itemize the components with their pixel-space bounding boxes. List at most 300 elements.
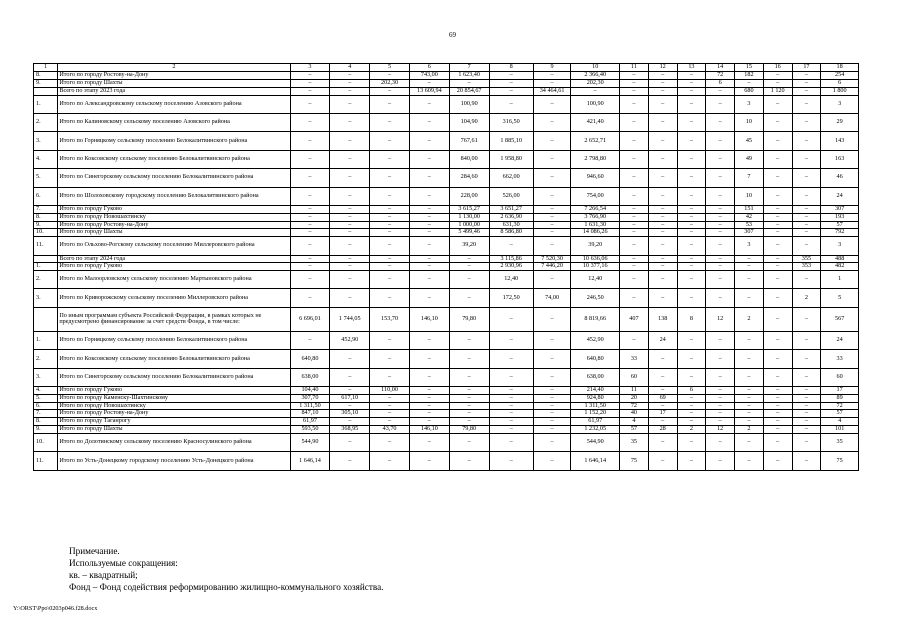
table-cell: – [648,205,677,213]
table-cell: – [792,169,821,187]
table-cell: 7 446,20 [533,263,571,271]
table-cell: – [489,79,533,87]
table-cell: – [533,426,571,434]
table-cell: – [677,452,706,470]
table-cell: – [792,350,821,368]
table-cell: 2 636,90 [489,213,533,221]
table-cell: 482 [821,263,859,271]
table-cell: – [706,87,735,95]
table-row [34,402,859,410]
table-cell: – [409,229,449,237]
table-cell: 3 [821,237,859,255]
table-cell: – [648,271,677,289]
table-cell: – [648,263,677,271]
row-number [34,255,58,263]
table-cell: – [792,426,821,434]
table-cell: 202,30 [571,79,620,87]
table-cell: – [409,255,449,263]
table-cell: – [533,221,571,229]
table-cell: – [706,289,735,307]
table-cell: 101 [821,426,859,434]
table-cell: – [290,213,330,221]
row-label: Итого по городу Шахты [58,79,290,87]
table-cell: 7 520,30 [533,255,571,263]
table-cell: 33 [821,350,859,368]
table-cell: – [533,410,571,418]
table-cell: – [735,410,764,418]
table-cell: – [763,289,792,307]
table-cell: – [620,331,649,349]
table-cell: – [290,150,330,168]
table-cell: 14 086,26 [571,229,620,237]
table-row [34,410,859,418]
table-cell: – [449,263,489,271]
table-cell: – [792,307,821,331]
table-cell: 29 [821,113,859,131]
table-cell: – [370,418,410,426]
table-cell: 488 [821,255,859,263]
table-cell: 24 [821,331,859,349]
table-cell: – [290,95,330,113]
table-cell: – [648,132,677,150]
table-cell: – [792,410,821,418]
row-label: Итого по городу Таганрогу [58,418,290,426]
row-label: Итого по Синегорскому сельскому поселению Белокалитвинского района [58,169,290,187]
table-cell: 2 [792,289,821,307]
column-header: 11 [620,64,649,72]
table-cell: – [409,263,449,271]
table-cell: – [370,263,410,271]
row-label: Итого по городу Каменску-Шахтинскому [58,394,290,402]
table-cell: – [763,271,792,289]
table-cell: 100,90 [571,95,620,113]
table-cell: – [763,368,792,386]
table-cell: – [620,79,649,87]
row-label: Итого по Шолоховскому городскому поселению Белокалитвинского района [58,187,290,205]
table-cell: 593,50 [290,426,330,434]
table-cell: 617,10 [330,394,370,402]
table-cell: – [763,307,792,331]
table-cell: 8 586,80 [489,229,533,237]
table-cell: – [648,387,677,395]
table-cell: – [409,79,449,87]
table-cell: 60 [821,368,859,386]
table-cell: – [533,452,571,470]
table-cell: 153,70 [370,307,410,331]
table-cell: – [763,95,792,113]
table-cell: – [763,255,792,263]
table-cell: – [370,271,410,289]
row-label: Итого по Горняцкому сельскому поселению Белокалитвинского района [58,331,290,349]
table-cell: – [330,229,370,237]
table-cell: – [409,387,449,395]
table-cell: – [792,394,821,402]
table-cell: – [533,95,571,113]
table-cell: – [489,418,533,426]
data-table [33,63,859,471]
table-cell: 1 800 [821,87,859,95]
table-cell: – [677,132,706,150]
table-cell: 2 [735,307,764,331]
table-row [34,394,859,402]
table-cell: – [620,72,649,80]
table-cell: – [533,237,571,255]
table-cell: – [792,221,821,229]
table-cell: – [290,255,330,263]
table-cell: – [409,271,449,289]
table-cell: – [735,387,764,395]
table-cell: 924,80 [571,394,620,402]
table-cell: 316,50 [489,113,533,131]
table-cell: 61,97 [571,418,620,426]
table-cell: – [409,289,449,307]
table-cell: – [290,132,330,150]
table-cell: – [370,402,410,410]
table-cell: – [449,452,489,470]
table-cell: – [409,205,449,213]
row-number: 8. [34,213,58,221]
table-cell: – [763,221,792,229]
table-cell: 143 [821,132,859,150]
table-cell: – [792,418,821,426]
table-cell: – [449,289,489,307]
table-cell: 946,60 [571,169,620,187]
table-cell: – [489,95,533,113]
table-cell: – [449,394,489,402]
table-cell: 79,80 [449,307,489,331]
table-cell: – [489,433,533,451]
table-cell: – [370,237,410,255]
table-cell: – [533,150,571,168]
file-path-footer: Y:\ORST\Ppo\0203p046.f28.docx [13,605,98,612]
table-cell: 3 651,27 [489,205,533,213]
table-cell: – [533,72,571,80]
table-cell: – [706,368,735,386]
table-cell: – [489,72,533,80]
table-cell: – [290,79,330,87]
row-label: Итого по Ольхово-Рогскому сельскому поселению Миллеровского района [58,237,290,255]
table-cell: 10 [735,187,764,205]
table-cell: – [330,433,370,451]
table-cell: – [648,237,677,255]
table-cell: – [409,213,449,221]
table-cell: 75 [620,452,649,470]
table-cell: – [677,213,706,221]
table-cell: 20 854,67 [449,87,489,95]
row-number: 11. [34,452,58,470]
table-cell: – [706,95,735,113]
table-cell: – [677,368,706,386]
table-cell: 24 [821,187,859,205]
table-cell: – [533,368,571,386]
table-cell: – [620,95,649,113]
table-row [34,307,859,331]
row-number: 4. [34,150,58,168]
table-cell: – [735,79,764,87]
table-cell: 368,95 [330,426,370,434]
table-row [34,331,859,349]
table-cell: – [290,237,330,255]
table-cell: – [735,289,764,307]
table-cell: – [677,350,706,368]
table-cell: 12 [706,307,735,331]
row-number: 6. [34,187,58,205]
table-cell: 7 266,54 [571,205,620,213]
table-row [34,187,859,205]
table-cell: – [735,402,764,410]
table-row [34,213,859,221]
table-cell: – [330,95,370,113]
table-cell: 43,70 [370,426,410,434]
table-cell: – [706,255,735,263]
table-cell: – [330,72,370,80]
table-cell: – [290,72,330,80]
table-cell: – [489,452,533,470]
table-cell: – [648,221,677,229]
table-cell: 6 [677,387,706,395]
table-cell: 840,00 [449,150,489,168]
column-header: 14 [706,64,735,72]
row-label: Итого по Коксовскому сельскому поселению Белокалитвинского района [58,350,290,368]
table-cell: – [533,113,571,131]
table-cell: 57 [620,426,649,434]
table-cell: – [533,350,571,368]
table-cell: – [792,213,821,221]
table-cell: – [449,79,489,87]
row-number: 3. [34,289,58,307]
table-cell: – [533,394,571,402]
row-number: 9. [34,426,58,434]
table-cell: – [489,331,533,349]
table-cell: 193 [821,213,859,221]
row-number: 2. [34,271,58,289]
page-number: 69 [449,31,456,39]
table-cell: – [706,150,735,168]
table-cell: 3 766,90 [571,213,620,221]
table-cell: – [620,237,649,255]
row-label: Итого по Криворожскому сельскому поселению Миллеровского района [58,289,290,307]
row-number: 3. [34,132,58,150]
table-row [34,132,859,150]
table-cell: – [330,150,370,168]
table-cell: – [677,255,706,263]
table-cell: 10 636,06 [571,255,620,263]
row-number: 1. [34,331,58,349]
table-cell: – [706,394,735,402]
table-cell: 2 652,71 [571,132,620,150]
table-cell: – [620,150,649,168]
table-cell: – [290,113,330,131]
table-cell: – [648,187,677,205]
table-cell: – [489,307,533,331]
table-cell: – [763,132,792,150]
table-cell: 75 [821,452,859,470]
table-cell: – [706,433,735,451]
table-cell: – [533,433,571,451]
table-cell: – [677,221,706,229]
table-cell: – [706,229,735,237]
table-cell: 3 115,86 [489,255,533,263]
table-cell: 1 885,10 [489,132,533,150]
table-cell: – [370,350,410,368]
table-cell: – [706,271,735,289]
header-row [34,64,859,72]
table-cell: – [677,72,706,80]
table-cell: – [763,113,792,131]
table-cell: 20 [620,394,649,402]
table-cell: – [489,387,533,395]
table-cell: – [620,263,649,271]
table-row [34,79,859,87]
table-cell: – [648,79,677,87]
table-cell: – [620,113,649,131]
table-cell: 72 [620,402,649,410]
table-cell: – [706,331,735,349]
table-cell: 1 631,30 [571,221,620,229]
table-cell: 767,61 [449,132,489,150]
table-cell: – [706,263,735,271]
table-cell: – [330,255,370,263]
table-cell: – [409,150,449,168]
table-cell: – [330,187,370,205]
row-number: 2. [34,350,58,368]
table-cell: 305,10 [330,410,370,418]
row-label: Итого по Калиновскому сельскому поселению Азовского района [58,113,290,131]
table-row [34,263,859,271]
table-cell: 284,60 [449,169,489,187]
table-cell: 6 [821,79,859,87]
table-cell: – [706,187,735,205]
table-cell: 10 [735,113,764,131]
row-label: По иным программам субъекта Российской Федерации, в рамках которых не предусмотрено финансирование за счет средств Фонда, в том числе: [58,307,290,331]
table-cell: – [330,237,370,255]
table-cell: – [533,169,571,187]
table-cell: – [370,95,410,113]
table-row [34,418,859,426]
table-cell: 407 [620,307,649,331]
table-cell: 3 615,27 [449,205,489,213]
table-cell: 754,00 [571,187,620,205]
table-cell: – [533,205,571,213]
table-cell: 421,40 [571,113,620,131]
table-cell: – [620,213,649,221]
table-cell: 1 646,14 [290,452,330,470]
table-cell: 5 [821,289,859,307]
table-cell: – [370,132,410,150]
table-cell: 89 [821,394,859,402]
table-cell: – [763,402,792,410]
column-header: 15 [735,64,764,72]
column-header: 16 [763,64,792,72]
table-cell: 567 [821,307,859,331]
table-cell: 1 000,00 [449,221,489,229]
table-cell: – [533,387,571,395]
table-cell: – [489,410,533,418]
table-row [34,113,859,131]
row-label: Итого по Горняцкому сельскому поселению Белокалитвинского района [58,132,290,150]
table-cell: 1 130,00 [449,213,489,221]
table-cell: – [449,418,489,426]
table-cell: – [409,237,449,255]
table-cell: – [330,350,370,368]
table-cell: – [489,402,533,410]
table-cell: 5 499,46 [449,229,489,237]
notes-title: Примечание. [69,546,120,556]
table-cell: – [290,289,330,307]
table-cell: – [290,221,330,229]
row-label: Всего по этапу 2024 года [58,255,290,263]
table-cell: – [792,72,821,80]
table-cell: – [620,221,649,229]
table-row [34,237,859,255]
table-cell: 2 [735,426,764,434]
row-number: 5. [34,394,58,402]
table-cell: 35 [821,433,859,451]
table-cell: – [330,221,370,229]
table-cell: – [370,213,410,221]
table-cell: – [330,79,370,87]
table-cell: 39,20 [571,237,620,255]
table-cell: 74,00 [533,289,571,307]
table-cell: – [489,237,533,255]
table-cell: – [489,426,533,434]
table-cell: – [409,95,449,113]
column-header: 4 [330,64,370,72]
table-cell: – [763,410,792,418]
table-cell: 172,50 [489,289,533,307]
table-cell: 138 [648,307,677,331]
table-cell: 1 120 [763,87,792,95]
table-cell: – [620,255,649,263]
table-cell: 182 [735,72,764,80]
table-cell: – [648,113,677,131]
table-cell: 4 [821,418,859,426]
table-cell: – [677,331,706,349]
table-cell: – [677,418,706,426]
table-cell: 307 [735,229,764,237]
table-row [34,150,859,168]
table-cell: – [533,418,571,426]
table-cell: – [792,95,821,113]
table-cell: – [706,410,735,418]
table-cell: – [370,72,410,80]
table-cell: – [706,418,735,426]
table-cell: – [763,237,792,255]
table-cell: – [648,433,677,451]
table-cell: 202,30 [370,79,410,87]
table-cell: – [792,79,821,87]
table-cell: – [677,263,706,271]
table-cell: – [409,221,449,229]
table-cell: – [533,213,571,221]
table-cell: – [330,213,370,221]
table-cell: 35 [620,433,649,451]
table-cell: – [735,271,764,289]
table-cell: – [677,410,706,418]
table-cell: 1 311,50 [290,402,330,410]
table-cell: – [677,237,706,255]
table-cell: 640,80 [571,350,620,368]
table-cell: – [677,229,706,237]
table-cell: – [533,402,571,410]
table-cell: – [533,307,571,331]
table-cell: – [735,368,764,386]
row-label: Итого по Александровскому сельскому поселению Азовского района [58,95,290,113]
table-cell: – [677,433,706,451]
column-header: 1 [34,64,58,72]
table-cell: – [489,350,533,368]
row-label: Итого по городу Гуково [58,205,290,213]
